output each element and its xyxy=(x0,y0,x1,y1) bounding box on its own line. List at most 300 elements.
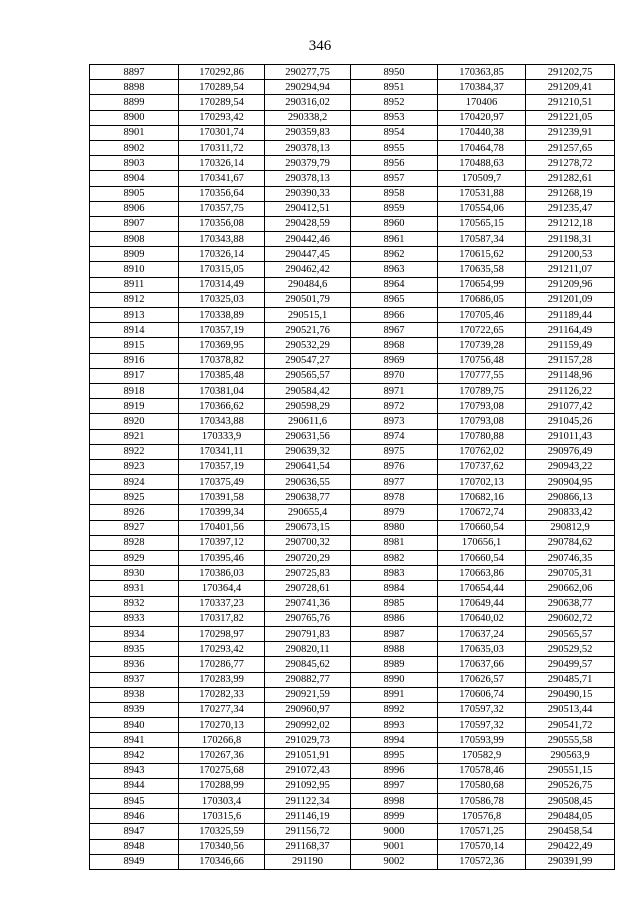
point-number-left-cell: 8946 xyxy=(90,809,179,824)
point-number-left-cell: 8902 xyxy=(90,140,179,155)
y-coord-left-cell: 290611,6 xyxy=(265,414,351,429)
table-row xyxy=(90,247,615,262)
x-coord-left-cell: 170395,46 xyxy=(179,551,265,566)
x-coord-right-cell: 170649,44 xyxy=(438,596,526,611)
table-body xyxy=(90,65,615,870)
table-row xyxy=(90,611,615,626)
table-row xyxy=(90,490,615,505)
table-row xyxy=(90,140,615,155)
x-coord-right-cell: 170464,78 xyxy=(438,140,526,155)
y-coord-left-cell: 291122,34 xyxy=(265,794,351,809)
x-coord-left-cell: 170326,14 xyxy=(179,247,265,262)
point-number-left-cell: 8937 xyxy=(90,672,179,687)
y-coord-left-cell: 290378,13 xyxy=(265,140,351,155)
point-number-left-cell: 8945 xyxy=(90,794,179,809)
x-coord-right-cell: 170488,63 xyxy=(438,156,526,171)
y-coord-right-cell: 290602,72 xyxy=(526,611,615,626)
x-coord-right-cell: 170656,1 xyxy=(438,535,526,550)
point-number-left-cell: 8940 xyxy=(90,718,179,733)
y-coord-left-cell: 291051,91 xyxy=(265,748,351,763)
x-coord-left-cell: 170338,89 xyxy=(179,308,265,323)
y-coord-right-cell: 290833,42 xyxy=(526,505,615,520)
point-number-left-cell: 8903 xyxy=(90,156,179,171)
point-number-right-cell: 8970 xyxy=(351,368,438,383)
table-row xyxy=(90,125,615,140)
y-coord-left-cell: 290532,29 xyxy=(265,338,351,353)
point-number-right-cell: 8963 xyxy=(351,262,438,277)
table-row xyxy=(90,718,615,733)
y-coord-right-cell: 290422,49 xyxy=(526,839,615,854)
table-row xyxy=(90,444,615,459)
point-number-right-cell: 8957 xyxy=(351,171,438,186)
point-number-right-cell: 8969 xyxy=(351,353,438,368)
point-number-right-cell: 8972 xyxy=(351,399,438,414)
point-number-right-cell: 9002 xyxy=(351,854,438,869)
x-coord-left-cell: 170340,56 xyxy=(179,839,265,854)
point-number-right-cell: 8954 xyxy=(351,125,438,140)
table-row xyxy=(90,733,615,748)
point-number-right-cell: 8962 xyxy=(351,247,438,262)
y-coord-right-cell: 290563,9 xyxy=(526,748,615,763)
y-coord-right-cell: 290784,62 xyxy=(526,535,615,550)
x-coord-left-cell: 170286,77 xyxy=(179,657,265,672)
x-coord-left-cell: 170293,42 xyxy=(179,642,265,657)
y-coord-right-cell: 291282,61 xyxy=(526,171,615,186)
point-number-right-cell: 8994 xyxy=(351,733,438,748)
y-coord-left-cell: 291190 xyxy=(265,854,351,869)
point-number-right-cell: 8988 xyxy=(351,642,438,657)
x-coord-left-cell: 170364,4 xyxy=(179,581,265,596)
y-coord-left-cell: 290294,94 xyxy=(265,80,351,95)
x-coord-left-cell: 170341,67 xyxy=(179,171,265,186)
x-coord-left-cell: 170366,62 xyxy=(179,399,265,414)
point-number-left-cell: 8901 xyxy=(90,125,179,140)
y-coord-left-cell: 290515,1 xyxy=(265,308,351,323)
y-coord-left-cell: 290641,54 xyxy=(265,459,351,474)
point-number-left-cell: 8920 xyxy=(90,414,179,429)
y-coord-right-cell: 291202,75 xyxy=(526,65,615,80)
x-coord-right-cell: 170762,02 xyxy=(438,444,526,459)
x-coord-left-cell: 170282,33 xyxy=(179,687,265,702)
point-number-right-cell: 8995 xyxy=(351,748,438,763)
point-number-right-cell: 8998 xyxy=(351,794,438,809)
y-coord-right-cell: 290866,13 xyxy=(526,490,615,505)
y-coord-left-cell: 290484,6 xyxy=(265,277,351,292)
point-number-right-cell: 8961 xyxy=(351,232,438,247)
y-coord-left-cell: 290428,59 xyxy=(265,216,351,231)
x-coord-left-cell: 170357,75 xyxy=(179,201,265,216)
y-coord-right-cell: 291209,41 xyxy=(526,80,615,95)
y-coord-left-cell: 290338,2 xyxy=(265,110,351,125)
table-row xyxy=(90,429,615,444)
point-number-left-cell: 8947 xyxy=(90,824,179,839)
table-row xyxy=(90,171,615,186)
x-coord-right-cell: 170672,74 xyxy=(438,505,526,520)
y-coord-right-cell: 291045,26 xyxy=(526,414,615,429)
y-coord-left-cell: 290412,51 xyxy=(265,201,351,216)
table-row xyxy=(90,459,615,474)
table-row xyxy=(90,80,615,95)
point-number-right-cell: 8956 xyxy=(351,156,438,171)
point-number-left-cell: 8948 xyxy=(90,839,179,854)
point-number-left-cell: 8918 xyxy=(90,383,179,398)
coordinates-table xyxy=(89,64,615,870)
x-coord-left-cell: 170288,99 xyxy=(179,778,265,793)
x-coord-right-cell: 170789,75 xyxy=(438,383,526,398)
y-coord-right-cell: 291201,09 xyxy=(526,292,615,307)
y-coord-left-cell: 290447,45 xyxy=(265,247,351,262)
point-number-right-cell: 8993 xyxy=(351,718,438,733)
table-row xyxy=(90,368,615,383)
y-coord-left-cell: 290378,13 xyxy=(265,171,351,186)
x-coord-left-cell: 170317,82 xyxy=(179,611,265,626)
y-coord-right-cell: 291212,18 xyxy=(526,216,615,231)
x-coord-right-cell: 170682,16 xyxy=(438,490,526,505)
y-coord-left-cell: 291168,37 xyxy=(265,839,351,854)
table-row xyxy=(90,748,615,763)
y-coord-right-cell: 290499,57 xyxy=(526,657,615,672)
x-coord-right-cell: 170571,25 xyxy=(438,824,526,839)
y-coord-left-cell: 290277,75 xyxy=(265,65,351,80)
x-coord-right-cell: 170780,88 xyxy=(438,429,526,444)
point-number-right-cell: 8980 xyxy=(351,520,438,535)
point-number-left-cell: 8943 xyxy=(90,763,179,778)
x-coord-left-cell: 170378,82 xyxy=(179,353,265,368)
x-coord-left-cell: 170311,72 xyxy=(179,140,265,155)
y-coord-right-cell: 290662,06 xyxy=(526,581,615,596)
table-row xyxy=(90,186,615,201)
table-row xyxy=(90,232,615,247)
x-coord-right-cell: 170635,03 xyxy=(438,642,526,657)
point-number-left-cell: 8906 xyxy=(90,201,179,216)
x-coord-left-cell: 170343,88 xyxy=(179,414,265,429)
y-coord-right-cell: 290565,57 xyxy=(526,626,615,641)
point-number-left-cell: 8898 xyxy=(90,80,179,95)
point-number-right-cell: 8964 xyxy=(351,277,438,292)
x-coord-left-cell: 170369,95 xyxy=(179,338,265,353)
x-coord-left-cell: 170375,49 xyxy=(179,475,265,490)
x-coord-left-cell: 170270,13 xyxy=(179,718,265,733)
point-number-right-cell: 8951 xyxy=(351,80,438,95)
x-coord-left-cell: 170315,6 xyxy=(179,809,265,824)
y-coord-left-cell: 290631,56 xyxy=(265,429,351,444)
x-coord-right-cell: 170531,88 xyxy=(438,186,526,201)
x-coord-right-cell: 170739,28 xyxy=(438,338,526,353)
point-number-left-cell: 8928 xyxy=(90,535,179,550)
x-coord-left-cell: 170289,54 xyxy=(179,95,265,110)
x-coord-left-cell: 170356,64 xyxy=(179,186,265,201)
x-coord-right-cell: 170702,13 xyxy=(438,475,526,490)
x-coord-right-cell: 170686,05 xyxy=(438,292,526,307)
point-number-left-cell: 8927 xyxy=(90,520,179,535)
point-number-left-cell: 8949 xyxy=(90,854,179,869)
y-coord-left-cell: 290673,15 xyxy=(265,520,351,535)
y-coord-left-cell: 291092,95 xyxy=(265,778,351,793)
point-number-right-cell: 8992 xyxy=(351,702,438,717)
y-coord-right-cell: 291077,42 xyxy=(526,399,615,414)
x-coord-right-cell: 170737,62 xyxy=(438,459,526,474)
point-number-right-cell: 8983 xyxy=(351,566,438,581)
table-row xyxy=(90,277,615,292)
table-row xyxy=(90,626,615,641)
point-number-left-cell: 8905 xyxy=(90,186,179,201)
x-coord-right-cell: 170593,99 xyxy=(438,733,526,748)
point-number-left-cell: 8914 xyxy=(90,323,179,338)
point-number-right-cell: 8984 xyxy=(351,581,438,596)
y-coord-left-cell: 290845,62 xyxy=(265,657,351,672)
point-number-left-cell: 8899 xyxy=(90,95,179,110)
y-coord-right-cell: 291164,49 xyxy=(526,323,615,338)
point-number-right-cell: 8971 xyxy=(351,383,438,398)
point-number-left-cell: 8912 xyxy=(90,292,179,307)
x-coord-right-cell: 170637,66 xyxy=(438,657,526,672)
table-row xyxy=(90,839,615,854)
y-coord-right-cell: 290508,45 xyxy=(526,794,615,809)
point-number-right-cell: 8977 xyxy=(351,475,438,490)
table-row xyxy=(90,596,615,611)
table-row xyxy=(90,323,615,338)
point-number-right-cell: 8965 xyxy=(351,292,438,307)
x-coord-right-cell: 170793,08 xyxy=(438,399,526,414)
point-number-left-cell: 8926 xyxy=(90,505,179,520)
table-row xyxy=(90,110,615,125)
point-number-right-cell: 8968 xyxy=(351,338,438,353)
point-number-left-cell: 8930 xyxy=(90,566,179,581)
x-coord-right-cell: 170582,9 xyxy=(438,748,526,763)
x-coord-right-cell: 170440,38 xyxy=(438,125,526,140)
point-number-left-cell: 8932 xyxy=(90,596,179,611)
y-coord-left-cell: 291146,19 xyxy=(265,809,351,824)
y-coord-right-cell: 290705,31 xyxy=(526,566,615,581)
y-coord-left-cell: 290765,76 xyxy=(265,611,351,626)
x-coord-left-cell: 170292,86 xyxy=(179,65,265,80)
table-row xyxy=(90,535,615,550)
x-coord-right-cell: 170554,06 xyxy=(438,201,526,216)
y-coord-right-cell: 291211,07 xyxy=(526,262,615,277)
table-row xyxy=(90,672,615,687)
table-row xyxy=(90,353,615,368)
point-number-left-cell: 8917 xyxy=(90,368,179,383)
y-coord-right-cell: 291210,51 xyxy=(526,95,615,110)
point-number-right-cell: 8999 xyxy=(351,809,438,824)
table-row xyxy=(90,65,615,80)
y-coord-right-cell: 290541,72 xyxy=(526,718,615,733)
x-coord-left-cell: 170333,9 xyxy=(179,429,265,444)
table-row xyxy=(90,95,615,110)
x-coord-left-cell: 170289,54 xyxy=(179,80,265,95)
table-row xyxy=(90,794,615,809)
y-coord-right-cell: 290551,15 xyxy=(526,763,615,778)
table-row xyxy=(90,338,615,353)
point-number-right-cell: 8985 xyxy=(351,596,438,611)
y-coord-left-cell: 290720,29 xyxy=(265,551,351,566)
y-coord-left-cell: 290565,57 xyxy=(265,368,351,383)
point-number-right-cell: 8979 xyxy=(351,505,438,520)
y-coord-left-cell: 290316,02 xyxy=(265,95,351,110)
table-row xyxy=(90,657,615,672)
y-coord-left-cell: 290547,27 xyxy=(265,353,351,368)
y-coord-right-cell: 291209,96 xyxy=(526,277,615,292)
point-number-left-cell: 8938 xyxy=(90,687,179,702)
x-coord-right-cell: 170654,44 xyxy=(438,581,526,596)
table-row xyxy=(90,475,615,490)
y-coord-left-cell: 290390,33 xyxy=(265,186,351,201)
y-coord-left-cell: 290741,36 xyxy=(265,596,351,611)
x-coord-right-cell: 170777,55 xyxy=(438,368,526,383)
y-coord-left-cell: 290598,29 xyxy=(265,399,351,414)
y-coord-left-cell: 290728,61 xyxy=(265,581,351,596)
x-coord-left-cell: 170401,56 xyxy=(179,520,265,535)
table-row xyxy=(90,505,615,520)
y-coord-left-cell: 290462,42 xyxy=(265,262,351,277)
table-row xyxy=(90,778,615,793)
y-coord-right-cell: 290555,58 xyxy=(526,733,615,748)
point-number-right-cell: 8952 xyxy=(351,95,438,110)
x-coord-left-cell: 170356,08 xyxy=(179,216,265,231)
x-coord-left-cell: 170357,19 xyxy=(179,459,265,474)
point-number-left-cell: 8936 xyxy=(90,657,179,672)
point-number-left-cell: 8910 xyxy=(90,262,179,277)
x-coord-left-cell: 170391,58 xyxy=(179,490,265,505)
point-number-right-cell: 8967 xyxy=(351,323,438,338)
y-coord-left-cell: 291156,72 xyxy=(265,824,351,839)
y-coord-right-cell: 291200,53 xyxy=(526,247,615,262)
point-number-left-cell: 8922 xyxy=(90,444,179,459)
point-number-left-cell: 8904 xyxy=(90,171,179,186)
x-coord-right-cell: 170509,7 xyxy=(438,171,526,186)
point-number-right-cell: 8960 xyxy=(351,216,438,231)
point-number-left-cell: 8934 xyxy=(90,626,179,641)
x-coord-left-cell: 170326,14 xyxy=(179,156,265,171)
point-number-left-cell: 8933 xyxy=(90,611,179,626)
y-coord-left-cell: 290379,79 xyxy=(265,156,351,171)
point-number-right-cell: 8958 xyxy=(351,186,438,201)
y-coord-right-cell: 291278,72 xyxy=(526,156,615,171)
point-number-right-cell: 8981 xyxy=(351,535,438,550)
table-row xyxy=(90,763,615,778)
x-coord-right-cell: 170587,34 xyxy=(438,232,526,247)
y-coord-right-cell: 290484,05 xyxy=(526,809,615,824)
y-coord-right-cell: 290458,54 xyxy=(526,824,615,839)
y-coord-right-cell: 291235,47 xyxy=(526,201,615,216)
x-coord-left-cell: 170267,36 xyxy=(179,748,265,763)
table-row xyxy=(90,156,615,171)
point-number-right-cell: 8966 xyxy=(351,308,438,323)
y-coord-right-cell: 291126,22 xyxy=(526,383,615,398)
table-row xyxy=(90,399,615,414)
table-row xyxy=(90,702,615,717)
point-number-left-cell: 8911 xyxy=(90,277,179,292)
x-coord-right-cell: 170640,02 xyxy=(438,611,526,626)
y-coord-left-cell: 291029,73 xyxy=(265,733,351,748)
x-coord-right-cell: 170705,46 xyxy=(438,308,526,323)
x-coord-right-cell: 170576,8 xyxy=(438,809,526,824)
point-number-right-cell: 8978 xyxy=(351,490,438,505)
x-coord-right-cell: 170722,65 xyxy=(438,323,526,338)
table-row xyxy=(90,824,615,839)
point-number-right-cell: 9000 xyxy=(351,824,438,839)
y-coord-right-cell: 291157,28 xyxy=(526,353,615,368)
x-coord-right-cell: 170663,86 xyxy=(438,566,526,581)
x-coord-left-cell: 170298,97 xyxy=(179,626,265,641)
x-coord-left-cell: 170275,68 xyxy=(179,763,265,778)
point-number-left-cell: 8913 xyxy=(90,308,179,323)
point-number-left-cell: 8944 xyxy=(90,778,179,793)
x-coord-left-cell: 170266,8 xyxy=(179,733,265,748)
point-number-right-cell: 8986 xyxy=(351,611,438,626)
x-coord-left-cell: 170386,03 xyxy=(179,566,265,581)
x-coord-left-cell: 170301,74 xyxy=(179,125,265,140)
table-row xyxy=(90,520,615,535)
y-coord-right-cell: 290904,95 xyxy=(526,475,615,490)
table-row xyxy=(90,216,615,231)
y-coord-right-cell: 291198,31 xyxy=(526,232,615,247)
point-number-right-cell: 8959 xyxy=(351,201,438,216)
x-coord-right-cell: 170572,36 xyxy=(438,854,526,869)
y-coord-right-cell: 291257,65 xyxy=(526,140,615,155)
x-coord-right-cell: 170597,32 xyxy=(438,718,526,733)
x-coord-right-cell: 170654,99 xyxy=(438,277,526,292)
x-coord-right-cell: 170406 xyxy=(438,95,526,110)
y-coord-left-cell: 290639,32 xyxy=(265,444,351,459)
point-number-left-cell: 8897 xyxy=(90,65,179,80)
y-coord-left-cell: 290584,42 xyxy=(265,383,351,398)
point-number-left-cell: 8935 xyxy=(90,642,179,657)
y-coord-left-cell: 290638,77 xyxy=(265,490,351,505)
y-coord-left-cell: 290700,32 xyxy=(265,535,351,550)
x-coord-right-cell: 170606,74 xyxy=(438,687,526,702)
table-row xyxy=(90,383,615,398)
point-number-left-cell: 8925 xyxy=(90,490,179,505)
y-coord-left-cell: 290442,46 xyxy=(265,232,351,247)
page-number: 346 xyxy=(308,38,332,54)
y-coord-right-cell: 290490,15 xyxy=(526,687,615,702)
point-number-left-cell: 8942 xyxy=(90,748,179,763)
y-coord-left-cell: 291072,43 xyxy=(265,763,351,778)
y-coord-right-cell: 290485,71 xyxy=(526,672,615,687)
point-number-left-cell: 8919 xyxy=(90,399,179,414)
y-coord-right-cell: 291221,05 xyxy=(526,110,615,125)
x-coord-left-cell: 170399,34 xyxy=(179,505,265,520)
x-coord-right-cell: 170580,68 xyxy=(438,778,526,793)
y-coord-right-cell: 291159,49 xyxy=(526,338,615,353)
y-coord-right-cell: 290943,22 xyxy=(526,459,615,474)
y-coord-left-cell: 290960,97 xyxy=(265,702,351,717)
point-number-right-cell: 8974 xyxy=(351,429,438,444)
point-number-right-cell: 8996 xyxy=(351,763,438,778)
x-coord-right-cell: 170420,97 xyxy=(438,110,526,125)
y-coord-right-cell: 291148,96 xyxy=(526,368,615,383)
table-row xyxy=(90,414,615,429)
x-coord-left-cell: 170277,34 xyxy=(179,702,265,717)
table-row xyxy=(90,687,615,702)
x-coord-left-cell: 170343,88 xyxy=(179,232,265,247)
y-coord-left-cell: 290725,83 xyxy=(265,566,351,581)
point-number-left-cell: 8929 xyxy=(90,551,179,566)
point-number-right-cell: 8973 xyxy=(351,414,438,429)
point-number-right-cell: 9001 xyxy=(351,839,438,854)
point-number-left-cell: 8900 xyxy=(90,110,179,125)
x-coord-right-cell: 170756,48 xyxy=(438,353,526,368)
x-coord-left-cell: 170346,66 xyxy=(179,854,265,869)
x-coord-right-cell: 170615,62 xyxy=(438,247,526,262)
table-row xyxy=(90,292,615,307)
x-coord-right-cell: 170637,24 xyxy=(438,626,526,641)
x-coord-right-cell: 170565,15 xyxy=(438,216,526,231)
x-coord-right-cell: 170384,37 xyxy=(438,80,526,95)
x-coord-left-cell: 170283,99 xyxy=(179,672,265,687)
y-coord-right-cell: 291239,91 xyxy=(526,125,615,140)
